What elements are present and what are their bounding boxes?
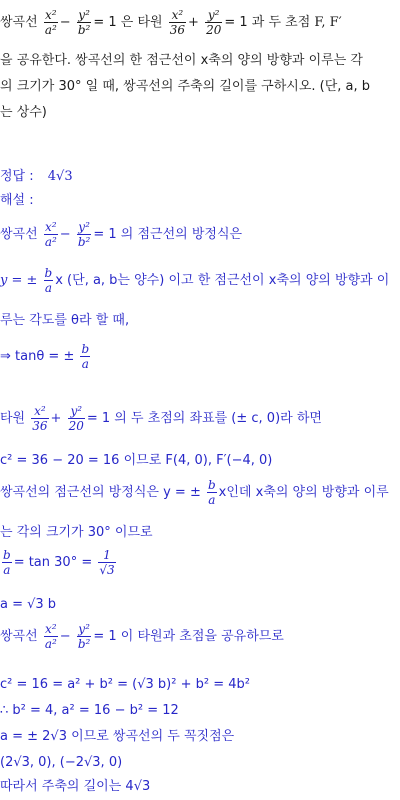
solution-line-15: (2√3, 0), (−2√3, 0) (0, 755, 123, 770)
solution-line-11: 쌍곡선 $\frac{\text{x²}}{\text{a²}}$ − $\frac{\text{y²}}{\text{b²}}$ = 1 이 타원과 초점을 공유하므로 (0, 622, 284, 651)
answer-label: 정답 : (0, 169, 34, 184)
solution-line-12: c² = 16 = a² + b² = (√3 b)² + b² = 4b² (0, 677, 250, 692)
fraction: $\frac{\text{x²}}{\text{a²}}$ (44, 8, 57, 37)
solution-label: 해설 : (0, 193, 34, 208)
solution-line-4: ⇒ tanθ = ± $\frac{b}{a}$ (0, 342, 90, 371)
fraction: $\frac{\text{y²}}{20}$ (206, 8, 222, 37)
problem-line-4: 는 상수) (0, 105, 47, 120)
solution-line-2: y = ± $\frac{b}{a}$ x (단, a, b는 양수) 이고 한 점근선이 x축의 양의 방향과 이 (0, 266, 390, 295)
solution-line-1: 쌍곡선 $\frac{\text{x²}}{\text{a²}}$ − $\frac{\text{y²}}{\text{b²}}$ = 1 의 점근선의 방정식은 (0, 220, 243, 249)
solution-line-6: c² = 36 − 20 = 16 이므로 F(4, 0), F′(−4, 0) (0, 453, 273, 468)
solution-line-3: 루는 각도를 θ라 할 때, (0, 313, 130, 328)
solution-line-5: 타원 $\frac{\text{x²}}{36}$ + $\frac{\text{y²}}{20}$ = 1 의 두 초점의 좌표를 (± c, 0)라 하면 (0, 404, 322, 433)
solution-line-14: a = ± 2√3 이므로 쌍곡선의 두 꼭짓점은 (0, 729, 235, 744)
solution-line-10: a = √3 b (0, 597, 57, 612)
solution-line-7: 쌍곡선의 점근선의 방정식은 y = ± $\frac{b}{a}$ x인데 x축의 양의 방향과 이루 (0, 478, 389, 507)
solution-line-16: 따라서 주축의 길이는 4√3 (0, 779, 151, 794)
answer-line (0, 168, 400, 186)
problem-line-1: 쌍곡선 $\frac{\text{x²}}{\text{a²}}$ − $\frac{\text{y²}}{\text{b²}}$ = 1 은 타원 $\frac{\text{x²}}{36}$ + $\frac{\text{y²}}{20}$ = 1 과 두 초점 F, F′ (0, 8, 342, 37)
fraction: $\frac{\text{x²}}{36}$ (169, 8, 186, 37)
problem-line-3: 의 크기가 30° 일 때, 쌍곡선의 주축의 길이를 구하시오. (단, a, b (0, 79, 371, 94)
problem-text: 쌍곡선 (0, 15, 38, 30)
solution-line-9: $\frac{b}{a}$ = tan 30° = $\frac{1}{√3}$ (3, 548, 115, 577)
solution-line-8: 는 각의 크기가 30° 이므로 (0, 525, 153, 540)
fraction: $\frac{\text{y²}}{\text{b²}}$ (77, 8, 91, 37)
problem-line-2: 을 공유한다. 쌍곡선의 한 점근선이 x축의 양의 방향과 이루는 각 (0, 53, 363, 68)
answer-value: 4√3 (47, 169, 73, 184)
solution-line-13: ∴ b² = 4, a² = 16 − b² = 12 (0, 703, 179, 718)
